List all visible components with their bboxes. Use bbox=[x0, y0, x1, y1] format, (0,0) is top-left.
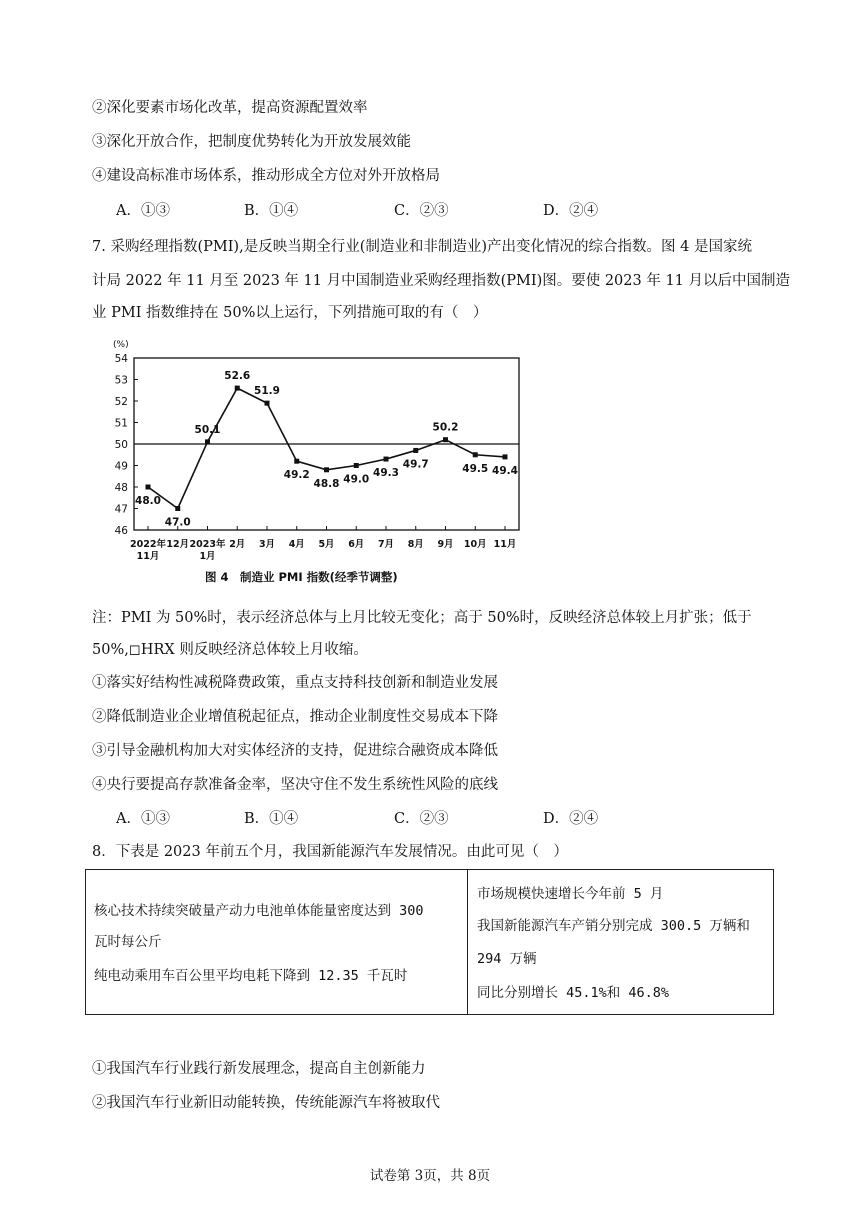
chart-caption: 图 4 制造业 PMI 指数(经季节调整) bbox=[205, 570, 398, 584]
data-point bbox=[146, 485, 151, 490]
table-right-line-3: 294 万辆 bbox=[477, 951, 537, 967]
x-tick-label: 1月 bbox=[199, 551, 216, 562]
page-footer: 试卷第 3页，共 8页 bbox=[369, 1168, 491, 1184]
y-tick-label: 49 bbox=[114, 460, 128, 473]
table-right-line-1: 市场规模快速增长今年前 5 月 bbox=[477, 886, 664, 902]
q7-stem-line-3: 业 PMI 指数维持在 50%以上运行，下列措施可取的有（ ） bbox=[92, 305, 488, 321]
table-left-line-3: 纯电动乘用车百公里平均电耗下降到 12.35 千瓦时 bbox=[94, 968, 408, 984]
x-tick-label: 2022年 bbox=[130, 539, 166, 550]
x-tick-label: 5月 bbox=[318, 539, 335, 550]
q6-choice-c[interactable]: C．②③ bbox=[394, 203, 449, 219]
table-right-line-2: 我国新能源汽车产销分别完成 300.5 万辆和 bbox=[477, 918, 750, 934]
y-tick-label: 52 bbox=[114, 396, 128, 408]
data-label: 52.6 bbox=[224, 370, 251, 383]
data-point bbox=[384, 457, 389, 462]
x-tick-label: 8月 bbox=[407, 539, 424, 550]
q7-item-4: ④央行要提高存款准备金率，坚决守住不发生系统性风险的底线 bbox=[92, 777, 498, 793]
data-label: 49.5 bbox=[462, 462, 489, 475]
data-point bbox=[503, 454, 508, 459]
q7-choice-d[interactable]: D．②④ bbox=[543, 811, 599, 827]
q8-stem: 8．下表是 2023 年前五个月，我国新能源汽车发展情况。由此可见（ ） bbox=[92, 844, 568, 860]
data-label: 50.1 bbox=[194, 423, 221, 436]
q6-choice-d[interactable]: D．②④ bbox=[543, 203, 599, 219]
y-axis-unit: (%) bbox=[113, 340, 129, 350]
q7-item-3: ③引导金融机构加大对实体经济的支持，促进综合融资成本降低 bbox=[92, 743, 498, 759]
x-tick-label: 12月 bbox=[166, 539, 190, 550]
x-tick-label: 2023年 bbox=[189, 539, 226, 550]
q7-item-1: ①落实好结构性减税降费政策，重点支持科技创新和制造业发展 bbox=[92, 675, 498, 691]
option-line-2: ②深化要素市场化改革，提高资源配置效率 bbox=[92, 100, 368, 116]
data-point bbox=[413, 448, 418, 453]
data-label: 48.8 bbox=[313, 477, 340, 490]
table-left-line-2: 瓦时每公斤 bbox=[94, 934, 162, 950]
data-label: 49.7 bbox=[402, 458, 429, 471]
data-point bbox=[354, 463, 359, 468]
data-point bbox=[235, 386, 240, 391]
y-tick-label: 54 bbox=[114, 353, 128, 365]
table-divider bbox=[467, 870, 468, 1014]
data-label: 49.2 bbox=[283, 469, 310, 482]
y-tick-label: 48 bbox=[114, 482, 128, 494]
y-tick-label: 46 bbox=[114, 525, 128, 537]
data-point bbox=[294, 459, 299, 464]
y-tick-label: 47 bbox=[114, 503, 128, 516]
q6-choice-b[interactable]: B．①④ bbox=[244, 203, 299, 219]
y-tick-label: 51 bbox=[114, 417, 128, 430]
pmi-series-line bbox=[148, 388, 505, 508]
option-line-3: ③深化开放合作，把制度优势转化为开放发展效能 bbox=[92, 134, 411, 150]
x-tick-label: 3月 bbox=[258, 539, 276, 550]
q8-item-2: ②我国汽车行业新旧动能转换，传统能源汽车将被取代 bbox=[92, 1095, 440, 1111]
data-label: 51.9 bbox=[254, 385, 280, 398]
y-tick-label: 50 bbox=[114, 439, 128, 451]
data-label: 49.4 bbox=[492, 464, 518, 477]
data-label: 50.2 bbox=[432, 421, 459, 434]
x-tick-label: 7月 bbox=[377, 539, 395, 550]
data-label: 47.0 bbox=[164, 516, 191, 529]
y-tick-label: 53 bbox=[114, 374, 128, 387]
q7-item-2: ②降低制造业企业增值税起征点，推动企业制度性交易成本下降 bbox=[92, 709, 498, 725]
data-label: 49.0 bbox=[343, 473, 370, 486]
x-tick-label: 11月 bbox=[493, 539, 517, 550]
q6-choice-a[interactable]: A．①③ bbox=[116, 203, 170, 219]
ev-table bbox=[85, 869, 774, 1015]
data-point bbox=[324, 467, 329, 472]
pmi-line-chart bbox=[100, 335, 540, 595]
data-point bbox=[175, 506, 180, 511]
q7-stem-line-1: 7. 采购经理指数(PMI),是反映当期全行业(制造业和非制造业)产出变化情况的综合指数。图 4 是国家统 bbox=[92, 239, 752, 255]
data-point bbox=[443, 437, 448, 442]
q8-item-1: ①我国汽车行业践行新发展理念，提高自主创新能力 bbox=[92, 1061, 426, 1077]
x-tick-label: 11月 bbox=[136, 551, 160, 562]
data-label: 48.0 bbox=[135, 495, 161, 507]
x-tick-label: 6月 bbox=[348, 539, 365, 550]
q7-choice-a[interactable]: A．①③ bbox=[116, 811, 170, 827]
x-tick-label: 9月 bbox=[437, 539, 454, 550]
q7-stem-line-2: 计局 2022 年 11 月至 2023 年 11 月中国制造业采购经理指数(PMI)图。要使 2023 年 11 月以后中国制造 bbox=[92, 273, 791, 289]
data-point bbox=[265, 401, 270, 406]
option-line-4: ④建设高标准市场体系，推动形成全方位对外开放格局 bbox=[92, 168, 440, 184]
data-point bbox=[473, 452, 478, 457]
data-label: 49.3 bbox=[373, 467, 399, 480]
q7-choice-c[interactable]: C．②③ bbox=[394, 811, 449, 827]
table-left-line-1: 核心技术持续突破量产动力电池单体能量密度达到 300 bbox=[94, 903, 424, 919]
data-point bbox=[205, 439, 210, 444]
x-tick-label: 10月 bbox=[463, 539, 487, 550]
x-tick-label: 4月 bbox=[288, 539, 305, 550]
q7-note-line-1: 注：PMI 为 50%时，表示经济总体与上月比较无变化；高于 50%时，反映经济总体较上月扩张；低于 bbox=[92, 610, 752, 626]
q7-note-line-2: 50%,◻HRX 则反映经济总体较上月收缩。 bbox=[92, 642, 368, 658]
x-tick-label: 2月 bbox=[229, 539, 246, 550]
q7-choice-b[interactable]: B．①④ bbox=[244, 811, 299, 827]
table-right-line-4: 同比分别增长 45.1%和 46.8% bbox=[477, 985, 670, 1001]
